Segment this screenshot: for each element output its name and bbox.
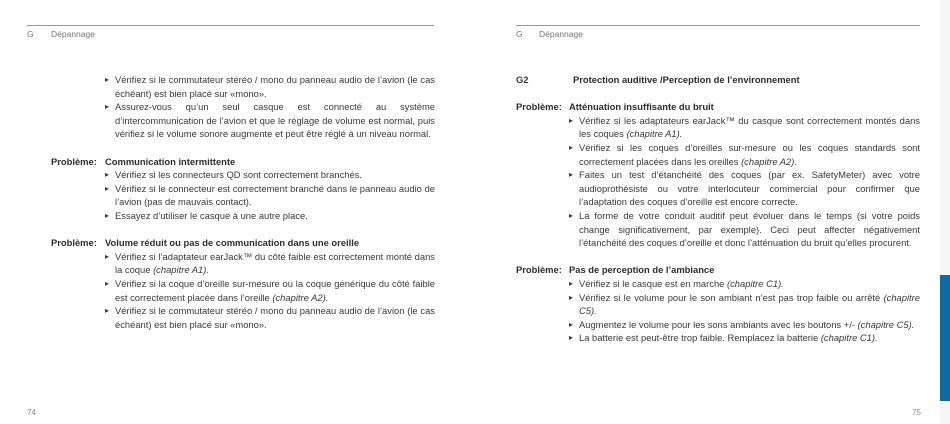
list-item: ▸ Vérifiez si le commutateur stéréo / mono du panneau audio de l’avion (le cas échéant) est bien placé sur «mono». <box>105 73 435 100</box>
list-item: ▸ Vérifiez si le casque est en marche (chapitre C1). <box>569 277 920 291</box>
chapter-tab-active <box>940 275 950 401</box>
problem-label: Problème: <box>51 237 97 249</box>
list-item: ▸ Vérifiez si le connecteur est correctement branché dans le panneau audio de l’avion (pas de mauvais contact). <box>105 182 435 209</box>
right-page <box>475 0 950 424</box>
bullet-list <box>105 250 435 332</box>
problem-label: Problème: <box>51 155 97 167</box>
problem-title: Pas de perception de l’ambiance <box>569 264 715 276</box>
problem-block <box>51 236 435 331</box>
list-item: ▸ Vérifiez si le volume pour le son ambiant n’est pas trop faible ou arrêté (chapitre C5). <box>569 291 920 318</box>
section-letter: G <box>27 29 34 39</box>
bullet-list <box>569 114 920 250</box>
page-number: 74 <box>27 408 36 417</box>
chapter-tab-strip <box>940 0 950 424</box>
problem-label: Problème: <box>516 264 562 276</box>
list-item: ▸ Vérifiez si l’adaptateur earJack™ du côté faible est correctement monté dans la coque (chapitre A1). <box>105 250 435 277</box>
header-rule <box>27 25 434 26</box>
section-group-heading <box>516 73 920 87</box>
header-rule <box>516 25 920 26</box>
list-item: ▸ La batterie est peut-être trop faible. Remplacez la batterie (chapitre C1). <box>569 331 920 345</box>
problem-title: Communication intermittente <box>105 155 236 167</box>
list-item: ▸ Augmentez le volume pour les sons ambiants avec les boutons +/- (chapitre C5). <box>569 318 920 332</box>
page-number: 75 <box>912 408 921 417</box>
continued-items <box>51 73 435 141</box>
section-letter: G <box>516 29 523 39</box>
problem-title: Atténuation insuffisante du bruit <box>569 101 714 113</box>
list-item: ▸ Vérifiez si les connecteurs QD sont correctement branchés. <box>105 168 435 182</box>
list-item: ▸ Essayez d’utiliser le casque à une autre place. <box>105 209 435 223</box>
bullet-list <box>105 73 435 141</box>
list-item: ▸ Assurez-vous qu’un seul casque est connecté au système d’intercommunication de l’avion et que le réglage de volume est normal, puis vérifiez si le volume sonore augmente et peut être réglé à un niveau normal. <box>105 100 435 141</box>
list-item: ▸ Vérifiez si la coque d’oreille sur-mesure ou la coque générique du côté faible est correctement placée dans l’oreille (chapitre A2). <box>105 277 435 304</box>
section-title: Dépannage <box>51 29 95 39</box>
problem-block <box>516 263 920 345</box>
bullet-list <box>569 277 920 345</box>
list-item: ▸ Faites un test d’étanchéité des coques (par ex. SafetyMeter) avec votre audioprothésiste ou votre interlocuteur commercial pour confirmer que l’adaptation des coques d’oreille est encore correcte. <box>569 168 920 209</box>
problem-title: Volume réduit ou pas de communication dans une oreille <box>105 237 360 249</box>
problem-block <box>516 100 920 250</box>
list-item: ▸ Vérifiez si les adaptateurs earJack™ du casque sont correctement montés dans les coques (chapitre A1). <box>569 114 920 141</box>
section-title: Dépannage <box>539 29 583 39</box>
left-content <box>51 73 435 345</box>
problem-label: Problème: <box>516 101 562 113</box>
list-item: ▸ La forme de votre conduit auditif peut évoluer dans le temps (si votre poids change significativement, par exemple). Ceci peut affecter négativement l’étanchéité des coques d’oreille et donc l’atténuation du bruit qu’elles procurent. <box>569 209 920 250</box>
list-item: ▸ Vérifiez si le commutateur stéréo / mono du panneau audio de l’avion (le cas échéant) est bien placé sur «mono». <box>105 304 435 331</box>
list-item: ▸ Vérifiez si les coques d’oreilles sur-mesure ou les coques standards sont correctement placées dans les oreilles (chapitre A2). <box>569 141 920 168</box>
group-number: G2 <box>516 74 529 85</box>
problem-block <box>51 155 435 223</box>
bullet-list <box>105 168 435 222</box>
group-title: Protection auditive /Perception de l’environnement <box>573 74 800 85</box>
right-content <box>516 73 920 358</box>
